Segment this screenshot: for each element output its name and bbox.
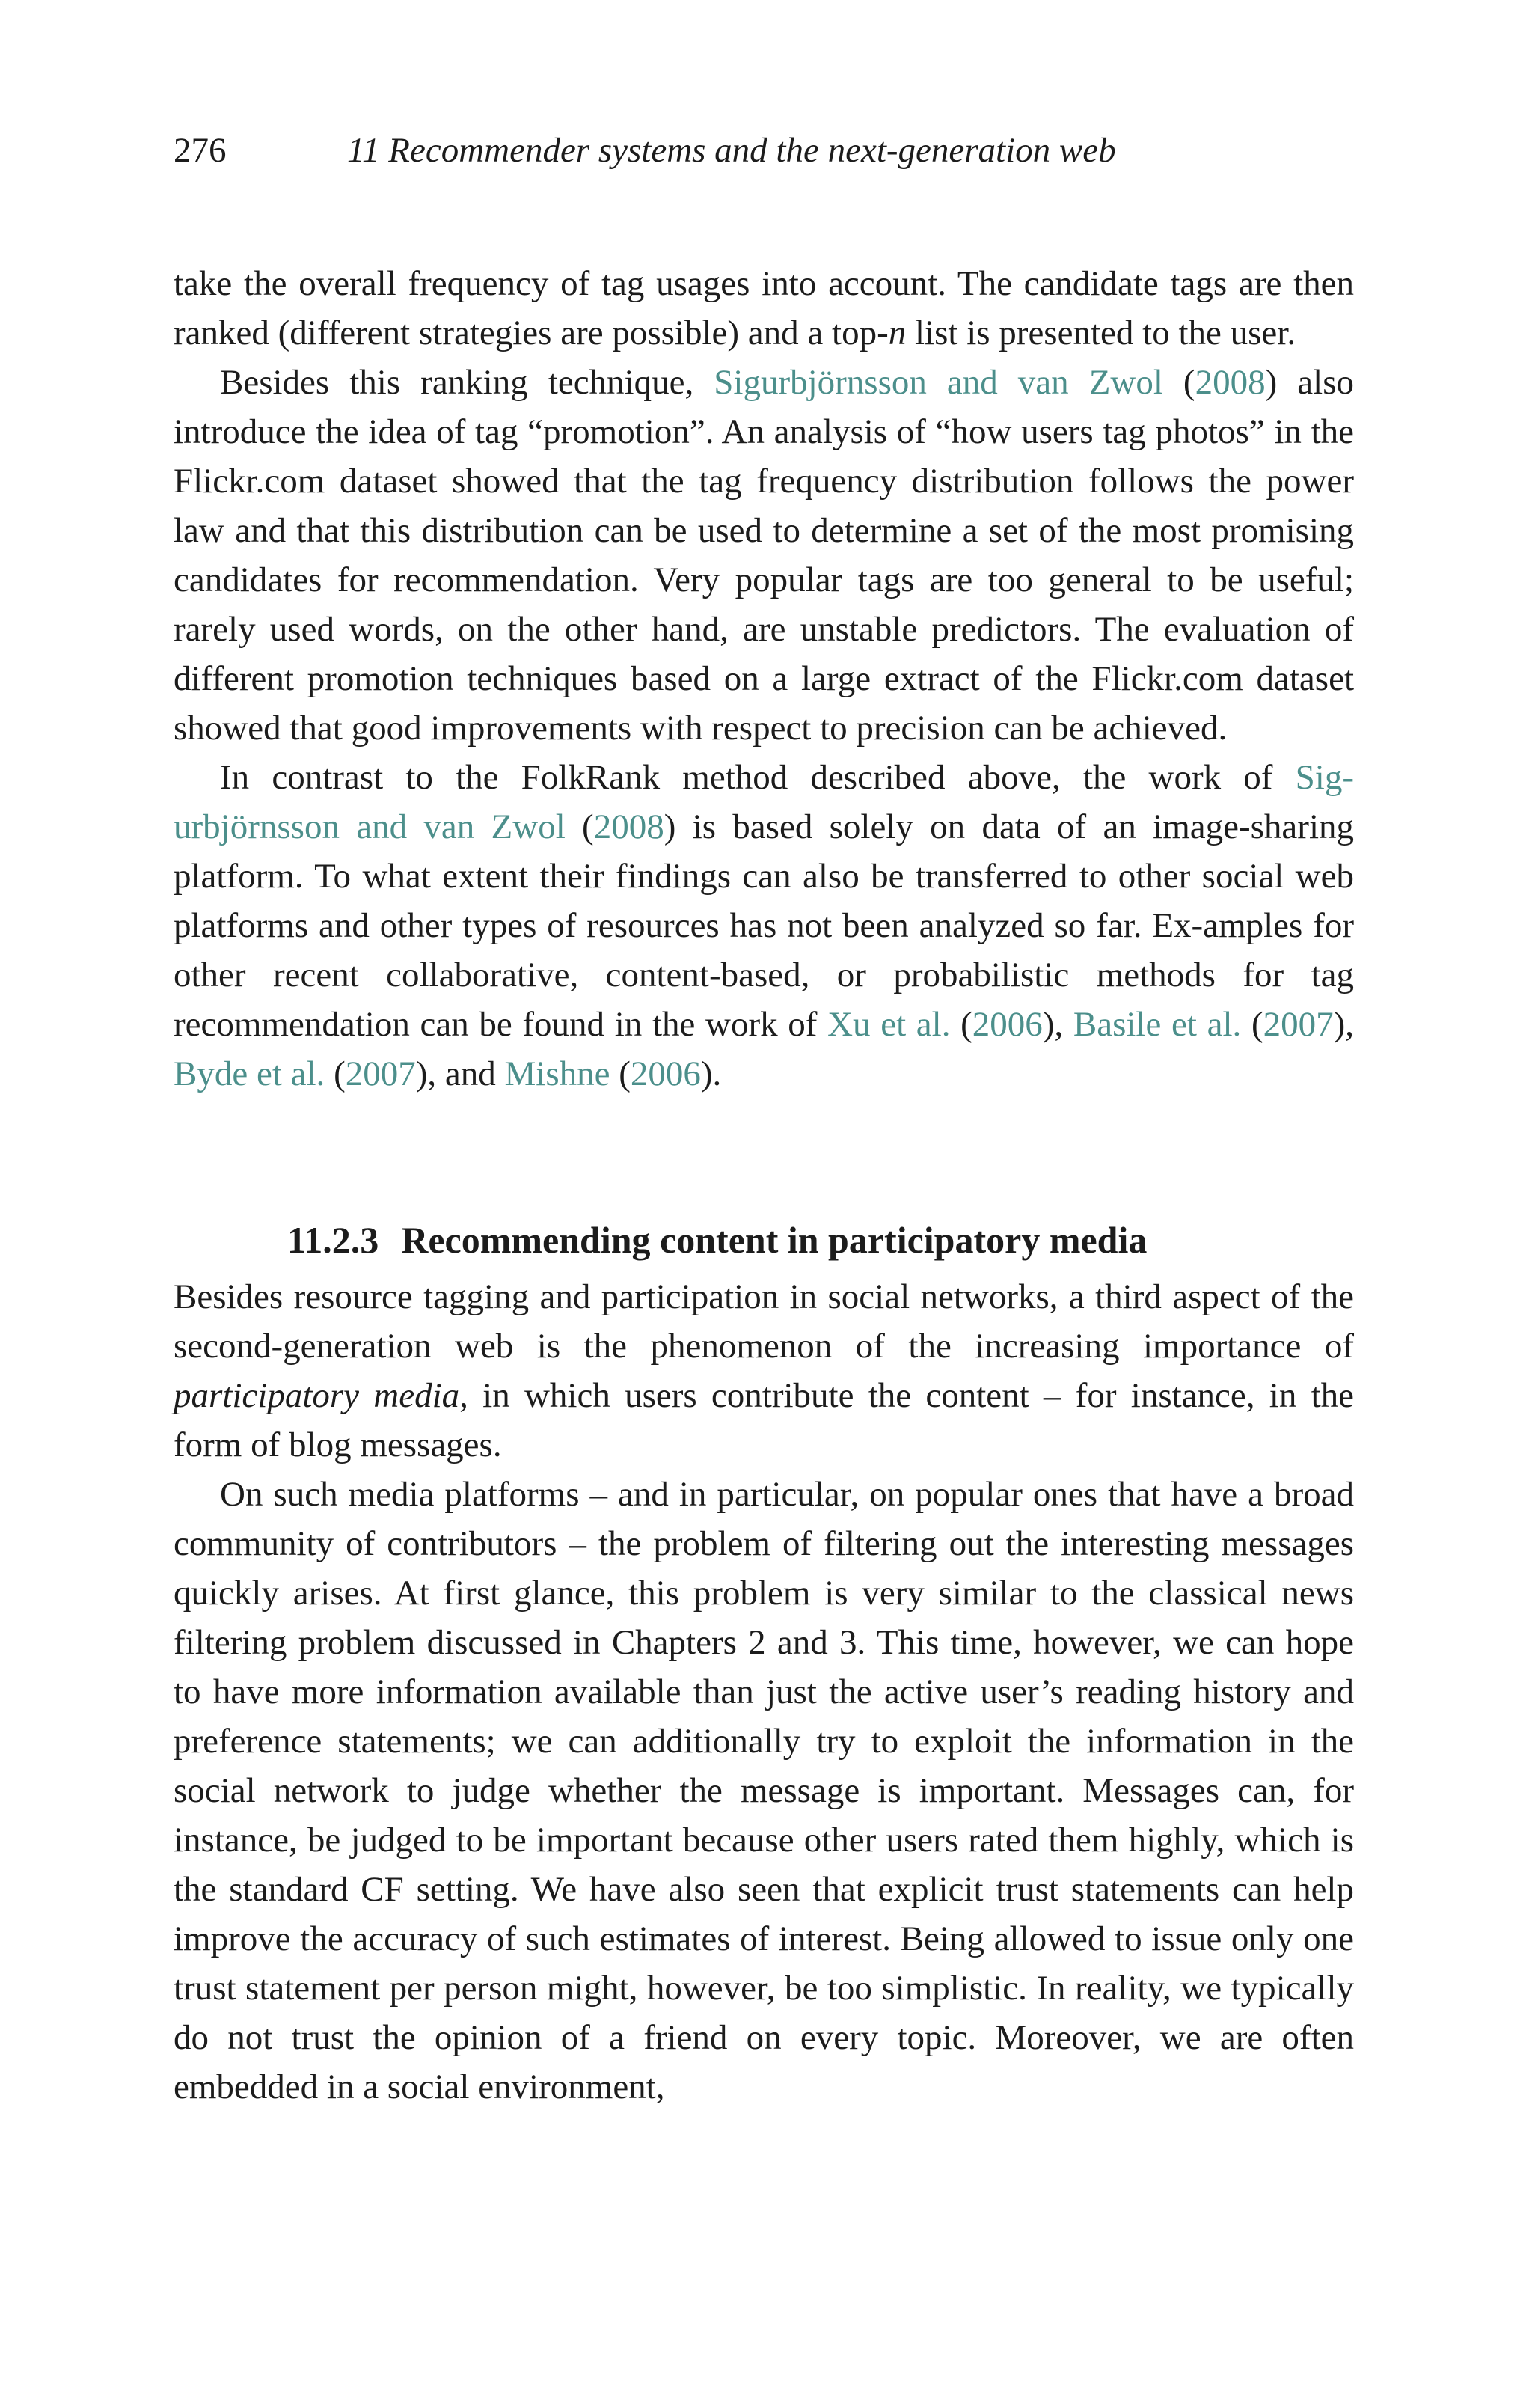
section-title: Recommending content in participatory media	[401, 1219, 1148, 1261]
running-header	[174, 126, 1116, 175]
section-heading	[174, 1214, 1354, 1266]
paragraph-4: Besides resource tagging and participation in social networks, a third aspect of the second-generation web is the phenomenon of the increasing importance of participatory media, in which users contribute the content – for instance, in the form of blog messages.	[174, 1277, 1354, 1464]
citation-year-link[interactable]: 2007	[1263, 1005, 1334, 1044]
citation-author-link[interactable]: Byde et al.	[174, 1054, 325, 1093]
citation-year-link[interactable]: 2007	[345, 1054, 416, 1093]
citation-year-link[interactable]: 2008	[1195, 363, 1266, 402]
citation-author-link[interactable]: Xu et al.	[827, 1005, 951, 1044]
citation-author-link[interactable]: Mishne	[504, 1054, 610, 1093]
emphasis-n: n	[888, 314, 907, 352]
emphasis-participatory-media: participatory media	[174, 1376, 460, 1415]
citation-year-link[interactable]: 2006	[630, 1054, 701, 1093]
running-title: 11 Recommender systems and the next-generation web	[347, 131, 1116, 170]
citation-author-link[interactable]: Sig- urbjörnsson and van Zwol	[174, 758, 1354, 846]
section-number: 11.2.3	[287, 1219, 379, 1261]
paragraph-5: On such media platforms – and in particular, on popular ones that have a broad community of contributors – the problem of filtering out the interesting messages quickly arises. At first glance, this problem is very similar to the classical news filtering problem discussed in Chapters 2 and 3. This time, however, we can hope to have more information available than just the active user’s reading history and preference statements; we can additionally try to exploit the information in the social network to judge whether the message is important. Messages can, for instance, be judged to be important because other users rated them highly, which is the standard CF setting. We have also seen that explicit trust statements can help improve the accuracy of such estimates of interest. Being allowed to issue only one trust statement per person might, however, be too simplistic. In reality, we typically do not trust the opinion of a friend on every topic. Moreover, we are often embedded in a social environment,	[174, 1475, 1354, 2106]
page-body	[174, 259, 1354, 2112]
paragraph-3: In contrast to the FolkRank method described above, the work of Sig- urbjörnsson and van Zwol (2008) is based solely on data of an image-sharing platform. To what extent their findings can also be transferred to other social web platforms and other types of resources has not been analyzed so far. Ex-amples for other recent collaborative, content-based, or probabilistic methods for tag recommendation can be found in the work of Xu et al. (2006), Basile et al. (2007), Byde et al. (2007), and Mishne (2006).	[174, 758, 1355, 1093]
citation-author-link[interactable]: Basile et al.	[1073, 1005, 1242, 1044]
citation-year-link[interactable]: 2008	[593, 807, 664, 846]
paragraph-1: take the overall frequency of tag usages into account. The candidate tags are then ranked (different strategies are possible) and a top-n list is presented to the user.	[174, 264, 1354, 352]
page-number: 276	[174, 131, 227, 170]
citation-year-link[interactable]: 2006	[972, 1005, 1043, 1044]
citation-author-link[interactable]: Sigurbjörnsson and van Zwol	[714, 363, 1163, 402]
paragraph-2: Besides this ranking technique, Sigurbjörnsson and van Zwol (2008) also introduce the idea of tag “promotion”. An analysis of “how users tag photos” in the Flickr.com dataset showed that the tag frequency distribution follows the power law and that this distribution can be used to determine a set of the most promising candidates for recommendation. Very popular tags are too general to be useful; rarely used words, on the other hand, are unstable predictors. The evaluation of different promotion techniques based on a large extract of the Flickr.com dataset showed that good improvements with respect to precision can be achieved.	[174, 363, 1354, 748]
